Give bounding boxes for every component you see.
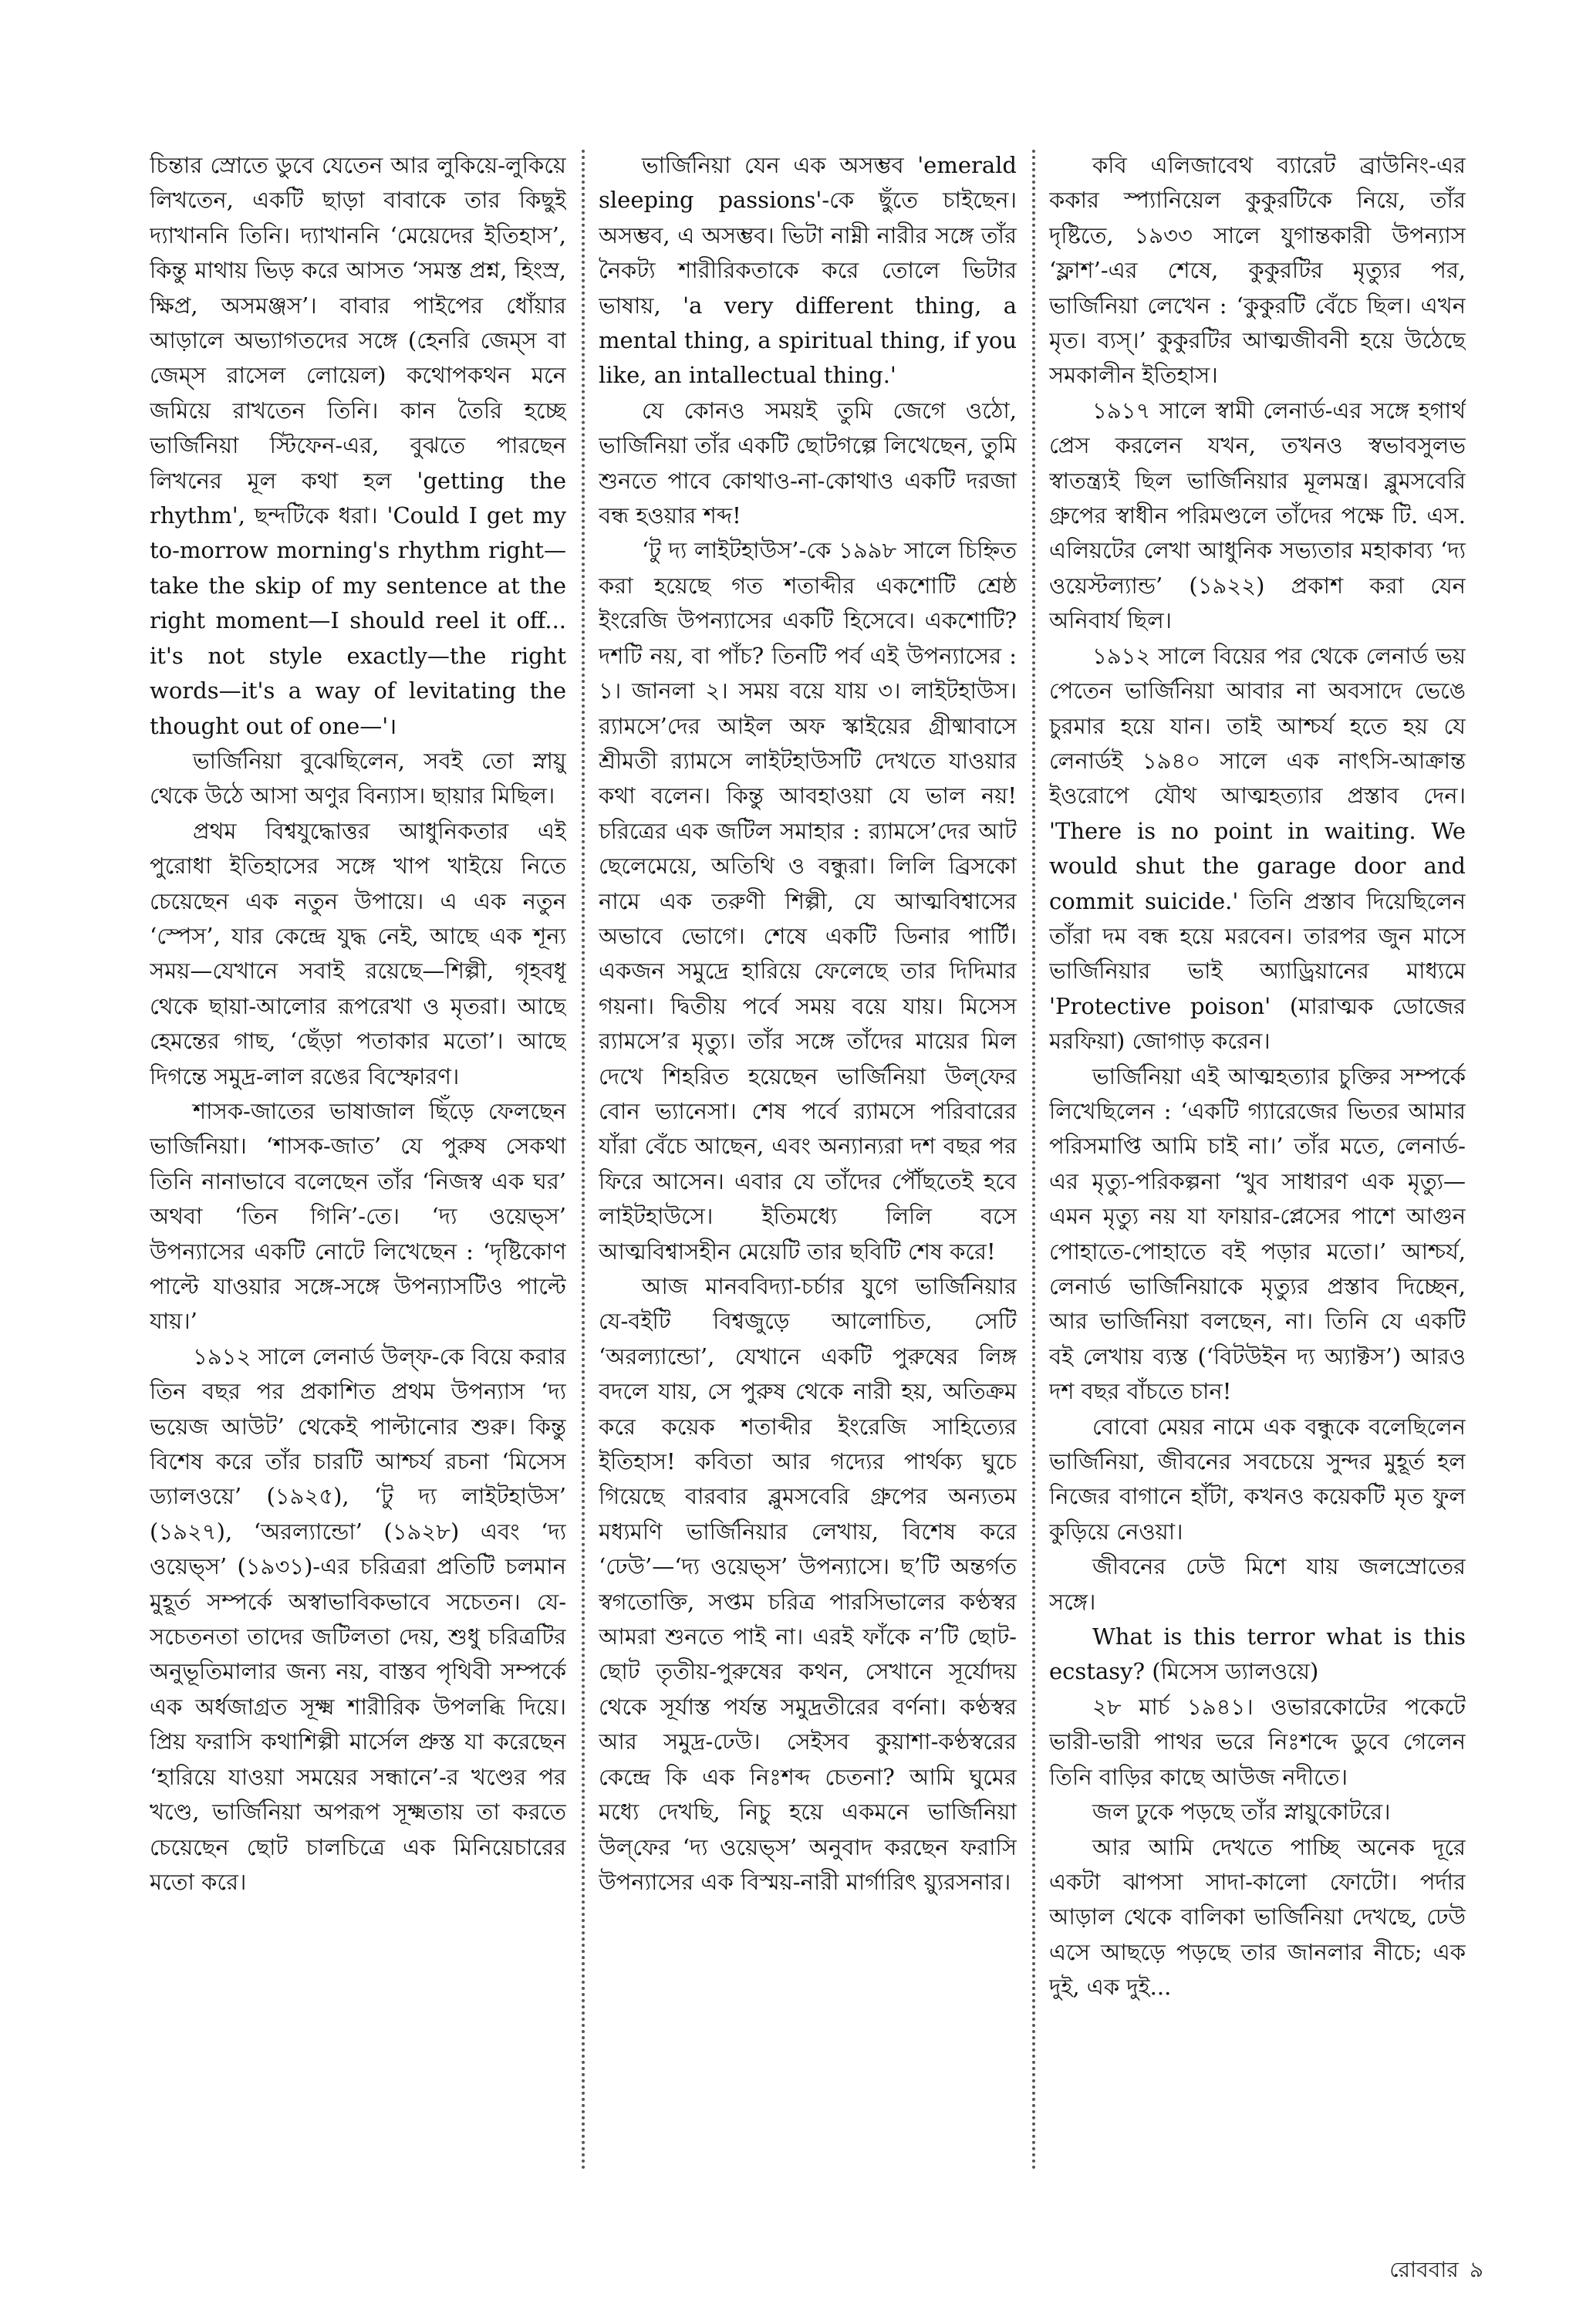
paragraph: ভার্জিনিয়া এই আত্মহত্যার চুক্তির সম্পর্কে লিখেছিলেন : ‘একটি গ্যারেজের ভিতর আমার পরিসমাপ্তি আমি চাই না।’ তাঁর মতে, লেনার্ড-এর মৃত্যু-পরিকল্পনা ‘খুব সাধারণ এক মৃত্যু—এমন মৃত্যু নয় যা ফায়ার-প্লেসের পাশে আগুন পোহাতে-পোহাতে বই পড়ার মতো।’ আশ্চর্য, লেনার্ড ভার্জিনিয়াকে মৃত্যুর প্রস্তাব দিচ্ছেন, আর ভার্জিনিয়া বলছেন, না। তিনি যে একটি বই লেখায় ব্যস্ত (‘বিটউইন দ্য অ্যাক্টস’) আরও দশ বছর বাঁচতে চান!: [1049, 1062, 1466, 1405]
page-number: ৯: [1469, 2257, 1483, 2282]
article-column-1: [150, 148, 566, 2185]
paragraph: আজ মানববিদ্যা-চর্চার যুগে ভার্জিনিয়ার যে-বইটি বিশ্বজুড়ে আলোচিত, সেটি ‘অরল্যান্ডো’, যেখানে একটি পুরুষের লিঙ্গ বদলে যায়, সে পুরুষ থেকে নারী হয়, অতিক্রম করে কয়েক শতাব্দীর ইংরেজি সাহিত্যের ইতিহাস! কবিতা আর গদ্যের পার্থক্য ঘুচে গিয়েছে বারবার ব্লুমসবেরি গ্রুপের অন্যতম মধ্যমণি ভার্জিনিয়ার লেখায়, বিশেষ করে ‘ঢেউ’—‘দ্য ওয়েভ্‌স’ উপন্যাসে। ছ’টি অন্তর্গত স্বগতোক্তি, সপ্তম চরিত্র পারসিভালের কণ্ঠস্বর আমরা শুনতে পাই না। এরই ফাঁকে ন’টি ছোট-ছোট তৃতীয়-পুরুষের কথন, সেখানে সূর্যোদয় থেকে সূর্যাস্ত পর্যন্ত সমুদ্রতীরের বর্ণনা। কণ্ঠস্বর আর সমুদ্র-ঢেউ। সেইসব কুয়াশা-কণ্ঠস্বরের কেন্দ্রে কি এক নিঃশব্দ চেতনা? আমি ঘুমের মধ্যে দেখছি, নিচু হয়ে একমনে ভার্জিনিয়া উল্‌ফের ‘দ্য ওয়েভ্‌স’ অনুবাদ করছেন ফরাসি উপন্যাসের এক বিস্ময়-নারী মার্গারিৎ য়্যুরসনার।: [599, 1273, 1017, 1895]
paragraph: What is this terror what is this ecstasy? (মিসেস ড্যালওয়ে): [1049, 1623, 1466, 1685]
paragraph: জীবনের ঢেউ মিশে যায় জলস্রোতের সঙ্গে।: [1049, 1553, 1466, 1615]
column-divider: [582, 150, 585, 2171]
column-divider: [1032, 150, 1035, 2171]
paragraph: যে কোনও সময়ই তুমি জেগে ওঠো, ভার্জিনিয়া তাঁর একটি ছোটগল্পে লিখেছেন, তুমি শুনতে পাবে কোথাও-না-কোথাও একটি দরজা বন্ধ হওয়ার শব্দ!: [599, 397, 1017, 529]
paragraph: কবি এলিজাবেথ ব্যারেট ব্রাউনিং-এর ককার স্প্যানিয়েল কুকুরটিকে নিয়ে, তাঁর দৃষ্টিতে, ১৯৩৩ সালে যুগান্তকারী উপন্যাস ‘ফ্লাশ’-এর শেষে, কুকুরটির মৃত্যুর পর, ভার্জিনিয়া লেখেন : ‘কুকুরটি বেঁচে ছিল। এখন মৃত। ব্যস্।’ কুকুরটির আত্মজীবনী হয়ে উঠেছে সমকালীন ইতিহাস।: [1049, 152, 1466, 389]
paragraph: চিন্তার স্রোতে ডুবে যেতেন আর লুকিয়ে-লুকিয়ে লিখতেন, একটি ছাড়া বাবাকে তার কিছুই দ্যাখাননি তিনি। দ্যাখাননি ‘মেয়েদের ইতিহাস’, কিন্তু মাথায় ভিড় করে আসত ‘সমস্ত প্রশ্ন, হিংস্র, ক্ষিপ্র, অসমঞ্জস’। বাবার পাইপের ধোঁয়ার আড়ালে অভ্যাগতদের সঙ্গে (হেনরি জেম্‌স বা জেম্‌স রাসেল লোয়েল) কথোপকথন মনে জমিয়ে রাখতেন তিনি। কান তৈরি হচ্ছে ভার্জিনিয়া স্টিফেন-এর, বুঝতে পারছেন লিখনের মূল কথা হল 'getting the rhythm', ছন্দটিকে ধরা। 'Could I get my to-morrow morning's rhythm right—take the skip of my sentence at the right moment—I should reel it off... it's not style exactly—the right words—it's a way of levitating the thought out of one—'।: [150, 152, 566, 739]
paragraph: আর আমি দেখতে পাচ্ছি অনেক দূরে একটা ঝাপসা সাদা-কালো ফোটো। পর্দার আড়াল থেকে বালিকা ভার্জিনিয়া দেখছে, ঢেউ এসে আছড়ে পড়ছে তার জানলার নীচে; এক দুই, এক দুই...: [1049, 1833, 1466, 2001]
page-footer: [1379, 2253, 1483, 2289]
paragraph: ১৯১৭ সালে স্বামী লেনার্ড-এর সঙ্গে হগার্থ প্রেস করলেন যখন, তখনও স্বভাবসুলভ স্বাতন্ত্র্যই ছিল ভার্জিনিয়ার মূলমন্ত্র। ব্লুমসবেরি গ্রুপের স্বাধীন পরিমণ্ডলে তাঁদের পক্ষে টি. এস. এলিয়টের লেখা আধুনিক সভ্যতার মহাকাব্য ‘দ্য ওয়েস্টল্যান্ড’ (১৯২২) প্রকাশ করা যেন অনিবার্য ছিল।: [1049, 397, 1466, 634]
paragraph: ‘টু দ্য লাইটহাউস’-কে ১৯৯৮ সালে চিহ্নিত করা হয়েছে গত শতাব্দীর একশোটি শ্রেষ্ঠ ইংরেজি উপন্যাসের একটি হিসেবে। একশোটি? দশটি নয়, বা পাঁচ? তিনটি পর্ব এই উপন্যাসের : ১। জানলা ২। সময় বয়ে যায় ৩। লাইটহাউস। র‌্যামসে’দের আইল অফ স্কাইয়ের গ্রীষ্মাবাসে শ্রীমতী র‌্যামসে লাইটহাউসটি দেখতে যাওয়ার কথা বলেন। কিন্তু আবহাওয়া যে ভাল নয়! চরিত্রের এক জটিল সমাহার : র‌্যামসে’দের আট ছেলেমেয়ে, অতিথি ও বন্ধুরা। লিলি ব্রিসকো নামে এক তরুণী শিল্পী, যে আত্মবিশ্বাসের অভাবে ভোগে। শেষে একটি ডিনার পার্টি। একজন সমুদ্রে হারিয়ে ফেলেছে তার দিদিমার গয়না। দ্বিতীয় পর্বে সময় বয়ে যায়। মিসেস র‌্যামসে’র মৃত্যু। তাঁর সঙ্গে তাঁদের মায়ের মিল দেখে শিহরিত হয়েছেন ভার্জিনিয়া উল্‌ফের বোন ভ্যানেসা। শেষ পর্বে র‌্যামসে পরিবারের যাঁরা বেঁচে আছেন, এবং অন্যান্যরা দশ বছর পর ফিরে আসেন। এবার যে তাঁদের পৌঁছতেই হবে লাইটহাউসে। ইতিমধ্যে লিলি বসে আত্মবিশ্বাসহীন মেয়েটি তার ছবিটি শেষ করে!: [599, 537, 1017, 1265]
paragraph: ১৯১২ সালে বিয়ের পর থেকে লেনার্ড ভয় পেতেন ভার্জিনিয়া আবার না অবসাদে ভেঙে চুরমার হয়ে যান। তাই আশ্চর্য হতে হয় যে লেনার্ডই ১৯৪০ সালে এক নাৎসি-আক্রান্ত ইওরোপে যৌথ আত্মহত্যার প্রস্তাব দেন। 'There is no point in waiting. We would shut the garage door and commit suicide.' তিনি প্রস্তাব দিয়েছিলেন তাঁরা দম বন্ধ হয়ে মরবেন। তারপর জুন মাসে ভার্জিনিয়ার ভাই অ্যাড্রিয়ানের মাধ্যমে 'Protective poison' (মারাত্মক ডোজের মরফিয়া) জোগাড় করেন।: [1049, 642, 1466, 1055]
paragraph: বোবো মেয়র নামে এক বন্ধুকে বলেছিলেন ভার্জিনিয়া, জীবনের সবচেয়ে সুন্দর মুহূর্ত হল নিজের বাগানে হাঁটা, কখনও কয়েকটি মৃত ফুল কুড়িয়ে নেওয়া।: [1049, 1413, 1466, 1545]
paragraph: ভার্জিনিয়া বুঝেছিলেন, সবই তো স্নায়ু থেকে উঠে আসা অণুর বিন্যাস। ছায়ার মিছিল।: [150, 747, 566, 809]
article-column-2: [599, 148, 1017, 2185]
paragraph: ২৮ মার্চ ১৯৪১। ওভারকোটের পকেটে ভারী-ভারী পাথর ভরে নিঃশব্দে ডুবে গেলেন তিনি বাড়ির কাছে আউজ নদীতে।: [1049, 1693, 1466, 1790]
paragraph: শাসক-জাতের ভাষাজাল ছিঁড়ে ফেলছেন ভার্জিনিয়া। ‘শাসক-জাত’ যে পুরুষ সেকথা তিনি নানাভাবে বলেছেন তাঁর ‘নিজস্ব এক ঘর’ অথবা ‘তিন গিনি’-তে। ‘দ্য ওয়েভ্‌স’ উপন্যাসের একটি নোটে লিখেছেন : ‘দৃষ্টিকোণ পাল্টে যাওয়ার সঙ্গে-সঙ্গে উপন্যাসটিও পাল্টে যায়।’: [150, 1097, 566, 1335]
paragraph: প্রথম বিশ্বযুদ্ধোত্তর আধুনিকতার এই পুরোধা ইতিহাসের সঙ্গে খাপ খাইয়ে নিতে চেয়েছেন এক নতুন উপায়ে। এ এক নতুন ‘স্পেস’, যার কেন্দ্রে যুদ্ধ নেই, আছে এক শূন্য সময়—যেখানে সবাই রয়েছে—শিল্পী, গৃহবধূ থেকে ছায়া-আলোর রূপরেখা ও মৃতরা। আছে হেমন্তের গাছ, ‘ছেঁড়া পতাকার মতো’। আছে দিগন্তে সমুদ্র-লাল রঙের বিস্ফোরণ।: [150, 817, 566, 1089]
article-column-3: [1049, 148, 1466, 2185]
magazine-name: রোববার: [1389, 2257, 1459, 2282]
paragraph: জল ঢুকে পড়ছে তাঁর স্নায়ুকোটরে।: [1092, 1799, 1391, 1826]
paragraph: ভার্জিনিয়া যেন এক অসম্ভব 'emerald sleeping passions'-কে ছুঁতে চাইছেন। অসম্ভব, এ অসম্ভব। ভিটা নাম্নী নারীর সঙ্গে তাঁর নৈকট্য শারীরিকতাকে করে তোলে ভিটার ভাষায়, 'a very different thing, a mental thing, a spiritual thing, if you like, an intallectual thing.': [599, 152, 1017, 389]
paragraph: ১৯১২ সালে লেনার্ড উল্‌ফ-কে বিয়ে করার তিন বছর পর প্রকাশিত প্রথম উপন্যাস ‘দ্য ভয়েজ আউট’ থেকেই পাল্টানোর শুরু। কিন্তু বিশেষ করে তাঁর চারটি আশ্চর্য রচনা ‘মিসেস ড্যালওয়ে’ (১৯২৫), ‘টু দ্য লাইটহাউস’ (১৯২৭), ‘অরল্যান্ডো’ (১৯২৮) এবং ‘দ্য ওয়েভ্‌স’ (১৯৩১)-এর চরিত্ররা প্রতিটি চলমান মুহূর্ত সম্পর্কে অস্বাভাবিকভাবে সচেতন। যে-সচেতনতা তাদের জটিলতা দেয়, শুধু চরিত্রটির অনুভূতিমালার জন্য নয়, বাস্তব পৃথিবী সম্পর্কে এক অর্ধজাগ্রত সূক্ষ্ম শারীরিক উপলব্ধি দিয়ে। প্রিয় ফরাসি কথাশিল্পী মার্সেল প্রুস্ত যা করেছেন ‘হারিয়ে যাওয়া সময়ের সন্ধানে’-র খণ্ডের পর খণ্ডে, ভার্জিনিয়া অপরূপ সূক্ষ্মতায় তা করতে চেয়েছেন ছোট চালচিত্রে এক মিনিয়েচারের মতো করে।: [150, 1343, 566, 1895]
